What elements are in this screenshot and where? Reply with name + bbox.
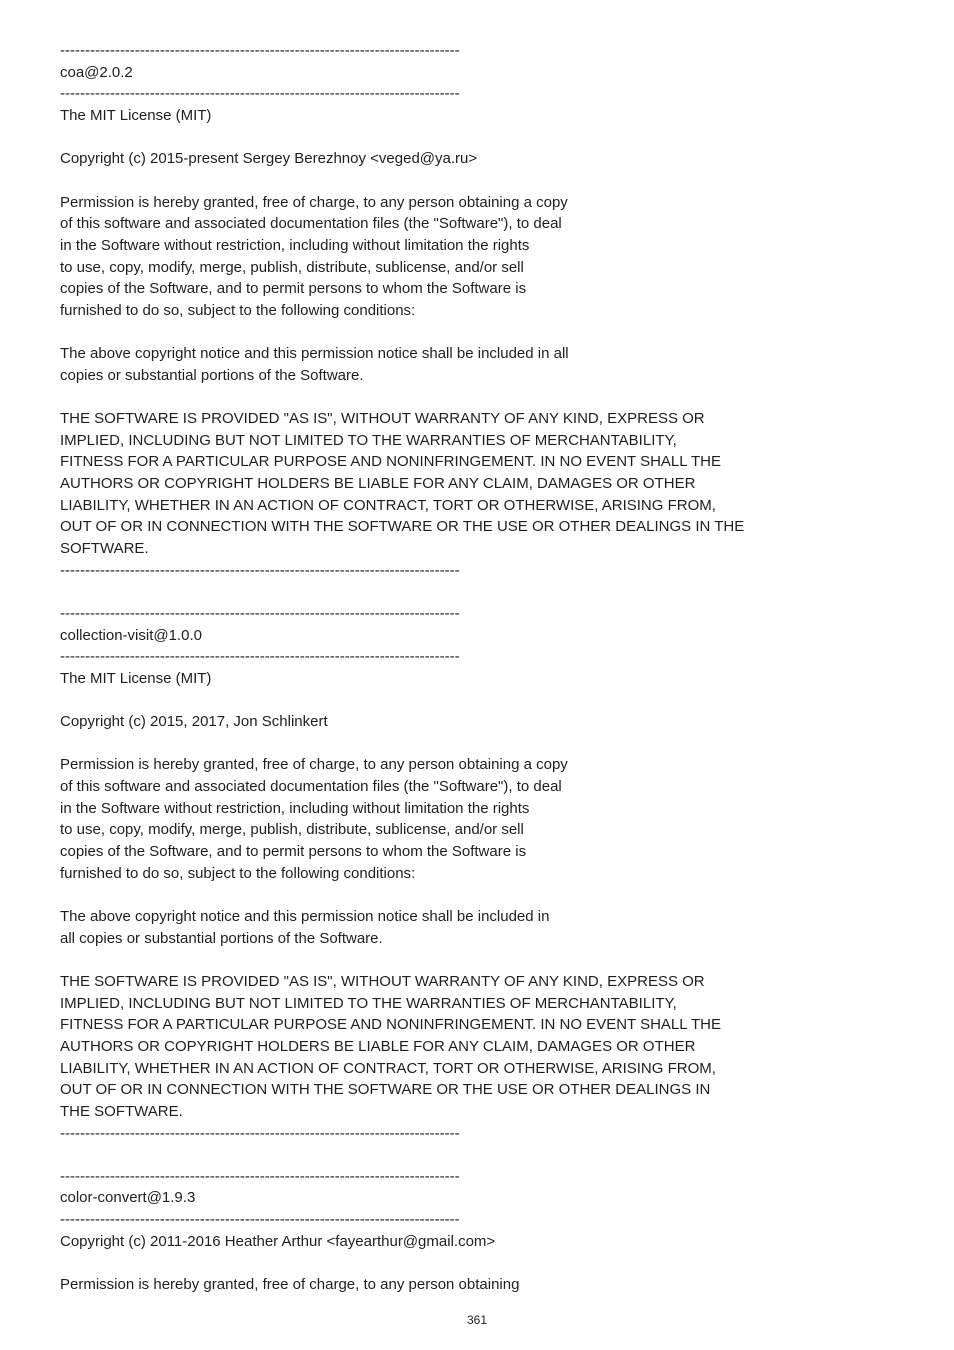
text-line: to use, copy, modify, merge, publish, distribute, sublicense, and/or sell (60, 821, 524, 839)
separator-rule: -------------------------------------------------------------------------------- (60, 604, 460, 622)
text-line: The above copyright notice and this permission notice shall be included in (60, 908, 550, 925)
text-line: color-convert@1.9.3 (60, 1189, 196, 1207)
page-number: 361 (466, 1313, 488, 1327)
text-line: in the Software without restriction, including without limitation the rights (60, 236, 530, 254)
text-line: AUTHORS OR COPYRIGHT HOLDERS BE LIABLE FOR ANY CLAIM, DAMAGES OR OTHER (60, 475, 696, 492)
text-line: copies of the Software, and to permit persons to whom the Software is (60, 843, 527, 861)
text-line: Permission is hereby granted, free of charge, to any person obtaining a copy (60, 193, 568, 211)
text-line: copies or substantial portions of the Software. (60, 366, 364, 384)
text-line: IMPLIED, INCLUDING BUT NOT LIMITED TO THE WARRANTIES OF MERCHANTABILITY, (60, 431, 677, 449)
text-line: OUT OF OR IN CONNECTION WITH THE SOFTWARE OR THE USE OR OTHER DEALINGS IN THE (60, 518, 745, 536)
text-line: copies of the Software, and to permit persons to whom the Software is (60, 280, 527, 298)
text-line: coa@2.0.2 (60, 63, 133, 81)
text-line: Copyright (c) 2015, 2017, Jon Schlinkert (60, 713, 328, 731)
text-line: to use, copy, modify, merge, publish, distribute, sublicense, and/or sell (60, 258, 524, 276)
text-line: FITNESS FOR A PARTICULAR PURPOSE AND NONINFRINGEMENT. IN NO EVENT SHALL THE (60, 453, 721, 471)
text-line: of this software and associated documentation files (the "Software"), to deal (60, 215, 562, 233)
text-line: OUT OF OR IN CONNECTION WITH THE SOFTWARE OR THE USE OR OTHER DEALINGS IN (60, 1081, 711, 1099)
text-line: THE SOFTWARE IS PROVIDED "AS IS", WITHOUT WARRANTY OF ANY KIND, EXPRESS OR (60, 972, 705, 990)
text-line: all copies or substantial portions of the Software. (60, 929, 383, 947)
text-line: Copyright (c) 2015-present Sergey Berezhnoy <veged@ya.ru> (60, 150, 478, 168)
text-line: collection-visit@1.0.0 (60, 626, 202, 644)
text-line: THE SOFTWARE. (60, 1102, 183, 1120)
text-line: furnished to do so, subject to the following conditions: (60, 864, 416, 882)
text-line: Permission is hereby granted, free of charge, to any person obtaining a copy (60, 756, 568, 774)
text-line: LIABILITY, WHETHER IN AN ACTION OF CONTRACT, TORT OR OTHERWISE, ARISING FROM, (60, 1059, 716, 1077)
text-line: SOFTWARE. (60, 539, 149, 557)
text-line: The MIT License (MIT) (60, 669, 212, 687)
text-line: IMPLIED, INCLUDING BUT NOT LIMITED TO THE WARRANTIES OF MERCHANTABILITY, (60, 994, 677, 1012)
separator-rule: -------------------------------------------------------------------------------- (60, 1167, 460, 1185)
text-line: The above copyright notice and this permission notice shall be included in all (60, 345, 569, 363)
separator-rule: -------------------------------------------------------------------------------- (60, 1211, 460, 1229)
text-line: AUTHORS OR COPYRIGHT HOLDERS BE LIABLE FOR ANY CLAIM, DAMAGES OR OTHER (60, 1037, 696, 1055)
separator-rule: -------------------------------------------------------------------------------- (60, 561, 460, 579)
text-line: THE SOFTWARE IS PROVIDED "AS IS", WITHOUT WARRANTY OF ANY KIND, EXPRESS OR (60, 410, 705, 428)
text-line: in the Software without restriction, including without limitation the rights (60, 799, 530, 817)
separator-rule: -------------------------------------------------------------------------------- (60, 1124, 460, 1142)
separator-rule: -------------------------------------------------------------------------------- (60, 648, 460, 666)
text-line: FITNESS FOR A PARTICULAR PURPOSE AND NONINFRINGEMENT. IN NO EVENT SHALL THE (60, 1016, 721, 1034)
text-line: furnished to do so, subject to the following conditions: (60, 301, 416, 319)
separator-rule: -------------------------------------------------------------------------------- (60, 85, 460, 103)
text-line: Copyright (c) 2011-2016 Heather Arthur <fayearthur@gmail.com> (60, 1232, 496, 1250)
text-line: LIABILITY, WHETHER IN AN ACTION OF CONTRACT, TORT OR OTHERWISE, ARISING FROM, (60, 496, 716, 514)
text-line: The MIT License (MIT) (60, 106, 212, 124)
text-line: Permission is hereby granted, free of charge, to any person obtaining (60, 1276, 520, 1294)
separator-rule: -------------------------------------------------------------------------------- (60, 42, 460, 59)
text-line: of this software and associated documentation files (the "Software"), to deal (60, 778, 562, 796)
